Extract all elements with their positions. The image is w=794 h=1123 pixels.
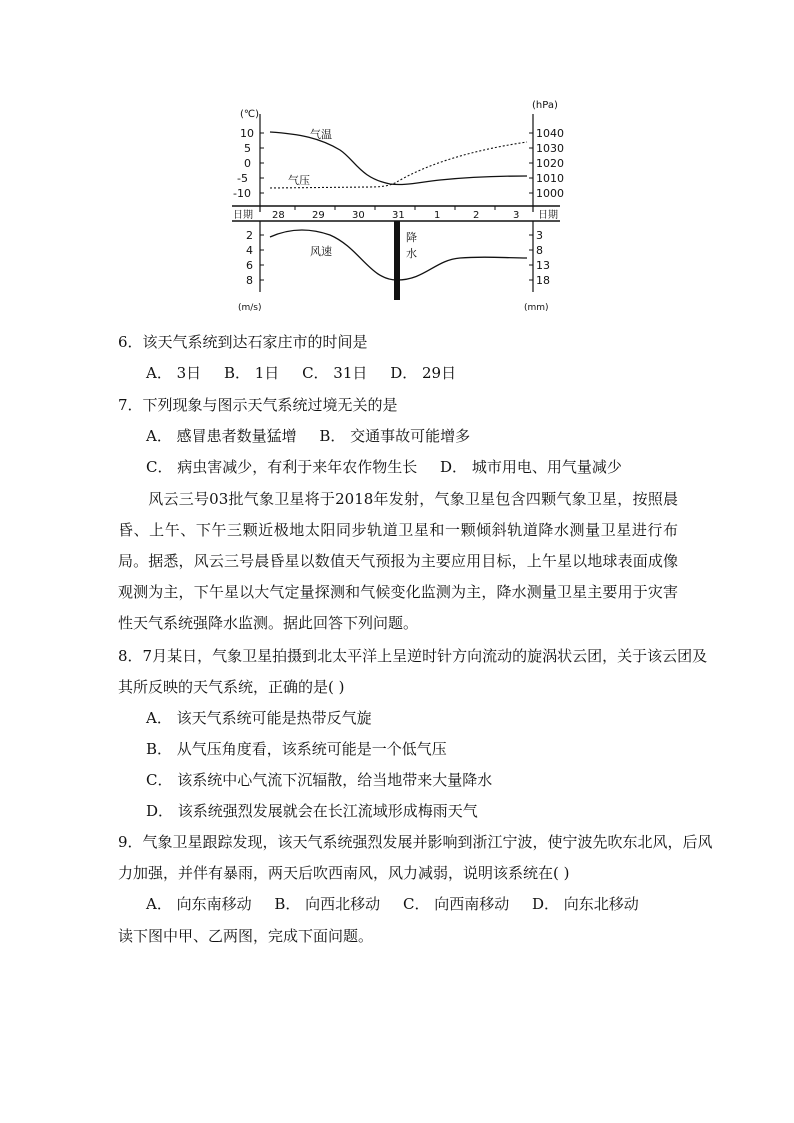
date-tick: 30 bbox=[352, 210, 365, 221]
date-tick: 3 bbox=[513, 210, 520, 221]
passage-text: 风云三号03批气象卫星将于2018年发射，气象卫星包含四颗气象卫星，按照晨昏、上午、下午三颗近极地太阳同步轨道卫星和一颗倾斜轨道降水测量卫星进行布局。据悉，风云三号晨昏星以数值天气预报为主要应用目标，上午星以地球表面成像观测为主，下午星以大气定量探测和气候变化监测为主，降水测量卫星主要用于灾害性天气系统强降水监测。据此回答下列问题。 bbox=[118, 490, 678, 632]
reading-passage bbox=[118, 484, 678, 639]
pressure-tick: 1030 bbox=[536, 142, 564, 155]
question-9-options bbox=[146, 894, 657, 914]
precip-axis-ticks bbox=[529, 229, 550, 287]
date-axis-label-left: 日期 bbox=[233, 210, 253, 221]
date-tick: 28 bbox=[272, 210, 285, 221]
question-8-stem-line1: 8．7月某日，气象卫星拍摄到北太平洋上呈逆时针方向流动的旋涡状云团，关于该云团及 bbox=[118, 647, 708, 665]
question-6-options bbox=[146, 363, 474, 383]
option-c[interactable]: C． 向西南移动 bbox=[402, 895, 510, 913]
wind-curve-label: 风速 bbox=[310, 245, 332, 258]
question-7-options-cd bbox=[146, 457, 640, 477]
date-tick: 2 bbox=[473, 210, 480, 221]
wind-tick: 6 bbox=[246, 259, 253, 272]
option-b[interactable]: B． 交通事故可能增多 bbox=[319, 427, 471, 445]
question-8-stem-line2: 其所反映的天气系统，正确的是( ) bbox=[118, 678, 345, 696]
date-tick: 31 bbox=[392, 210, 405, 221]
pressure-unit-label: (hPa) bbox=[532, 100, 558, 111]
option-a[interactable]: A． 感冒患者数量猛增 bbox=[146, 427, 297, 445]
wind-tick: 8 bbox=[246, 274, 253, 287]
wind-axis-ticks bbox=[246, 229, 264, 287]
precipitation-bar bbox=[394, 221, 400, 300]
next-section-instruction: 读下图中甲、乙两图，完成下面问题。 bbox=[118, 927, 374, 945]
question-8-option-a[interactable]: A． 该天气系统可能是热带反气旋 bbox=[146, 709, 372, 727]
pressure-tick: 1000 bbox=[536, 187, 564, 200]
temp-curve-label: 气温 bbox=[310, 128, 332, 141]
pressure-tick: 1010 bbox=[536, 172, 564, 185]
option-c[interactable]: C． 31日 bbox=[302, 364, 368, 382]
wind-tick: 4 bbox=[246, 244, 253, 257]
pressure-tick: 1040 bbox=[536, 127, 564, 140]
option-d[interactable]: D． 城市用电、用气量减少 bbox=[440, 458, 622, 476]
date-ticks bbox=[272, 206, 519, 221]
wind-unit-label: (m/s) bbox=[238, 303, 262, 313]
option-b[interactable]: B． 1日 bbox=[223, 364, 280, 382]
option-d[interactable]: D． 29日 bbox=[390, 364, 457, 382]
option-a[interactable]: A． 3日 bbox=[146, 364, 202, 382]
question-7-options-ab bbox=[146, 426, 488, 446]
question-6-stem: 6．该天气系统到达石家庄市的时间是 bbox=[118, 333, 368, 351]
precip-tick: 13 bbox=[536, 259, 550, 272]
pressure-tick: 1020 bbox=[536, 157, 564, 170]
weather-chart-figure bbox=[230, 100, 565, 315]
wind-tick: 2 bbox=[246, 229, 253, 242]
pressure-curve-label: 气压 bbox=[288, 174, 310, 187]
question-9-stem-line1: 9．气象卫星跟踪发现，该天气系统强烈发展并影响到浙江宁波，使宁波先吹东北风，后风 bbox=[118, 833, 713, 851]
precip-tick: 3 bbox=[536, 229, 543, 242]
date-tick: 1 bbox=[434, 210, 441, 221]
option-b[interactable]: B． 向西北移动 bbox=[274, 895, 381, 913]
precip-tick: 8 bbox=[536, 244, 543, 257]
precip-unit-label: (mm) bbox=[524, 303, 549, 313]
option-c[interactable]: C． 病虫害减少，有利于来年农作物生长 bbox=[146, 458, 418, 476]
question-8-option-c[interactable]: C． 该系统中心气流下沉辐散，给当地带来大量降水 bbox=[146, 771, 493, 789]
date-axis-label-right: 日期 bbox=[538, 210, 558, 221]
option-a[interactable]: A． 向东南移动 bbox=[146, 895, 252, 913]
pressure-axis-ticks bbox=[529, 127, 564, 200]
temp-tick: 5 bbox=[244, 142, 251, 155]
temp-unit-label: (℃) bbox=[240, 109, 260, 120]
temp-axis-ticks bbox=[233, 127, 264, 200]
question-8-option-b[interactable]: B． 从气压角度看，该系统可能是一个低气压 bbox=[146, 740, 447, 758]
date-tick: 29 bbox=[312, 210, 325, 221]
precip-tick: 18 bbox=[536, 274, 550, 287]
question-7-stem: 7．下列现象与图示天气系统过境无关的是 bbox=[118, 396, 398, 414]
temp-tick: 0 bbox=[244, 157, 251, 170]
temp-tick: 10 bbox=[240, 127, 254, 140]
temp-tick: -10 bbox=[233, 187, 251, 200]
option-d[interactable]: D． 向东北移动 bbox=[532, 895, 639, 913]
question-8-option-d[interactable]: D． 该系统强烈发展就会在长江流域形成梅雨天气 bbox=[146, 802, 478, 820]
precip-label: 降 bbox=[406, 231, 417, 244]
precip-label: 水 bbox=[406, 247, 417, 260]
temp-tick: -5 bbox=[237, 172, 248, 185]
question-9-stem-line2: 力加强，并伴有暴雨，两天后吹西南风，风力减弱，说明该系统在( ) bbox=[118, 864, 570, 882]
